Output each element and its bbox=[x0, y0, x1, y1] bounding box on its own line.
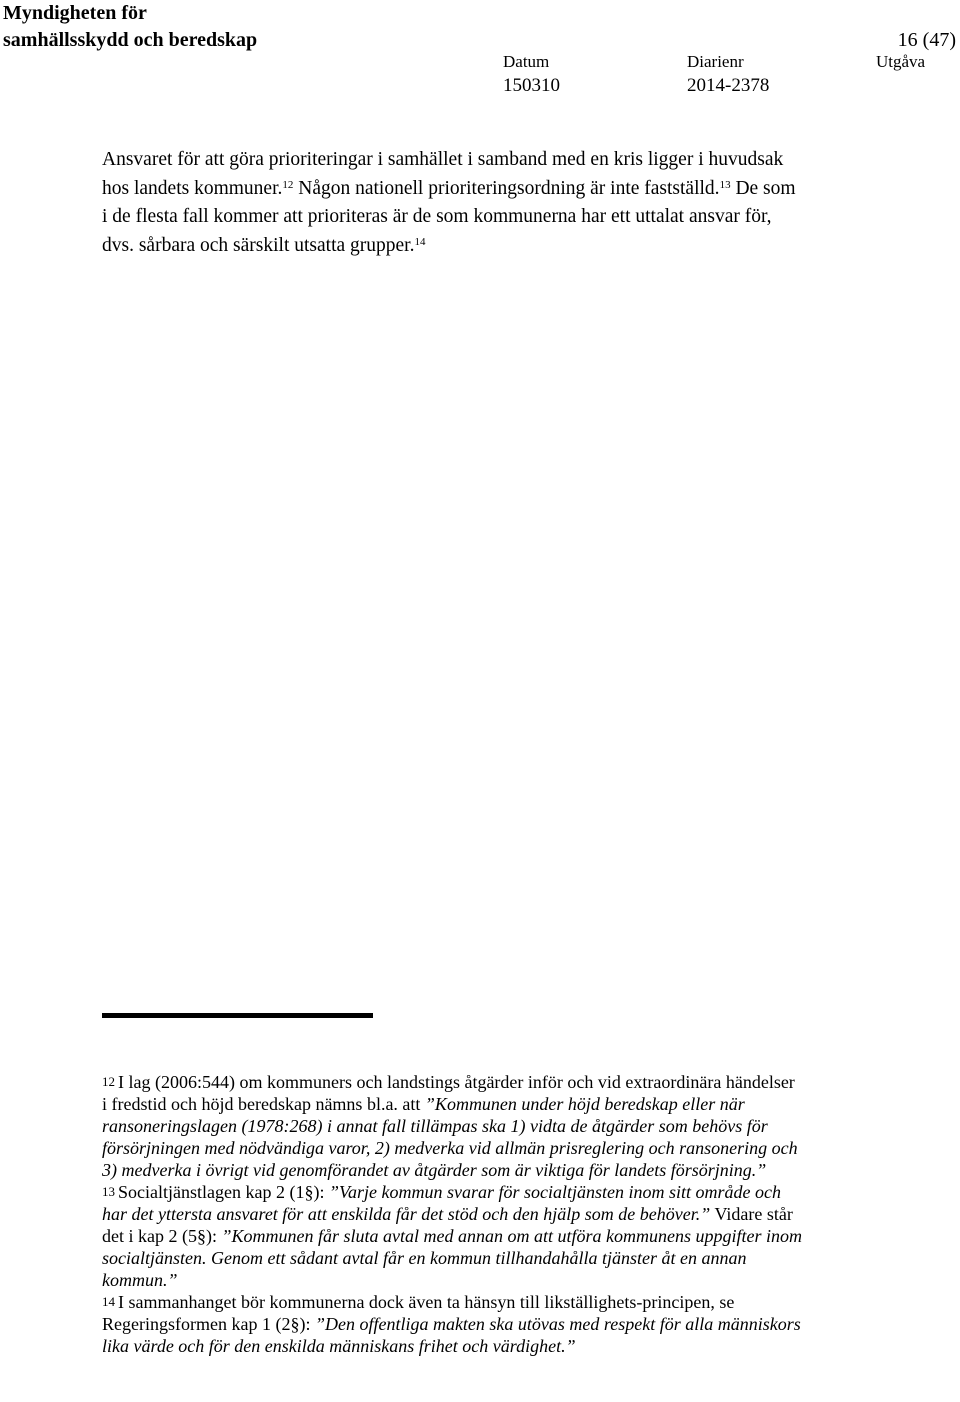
utgava-label: Utgåva bbox=[876, 52, 926, 71]
footnote-ref-14[interactable]: 14 bbox=[414, 235, 426, 248]
footnote-quote: ”Varje kommun svarar för socialtjänsten inom sitt område och har det yttersta ansvaret för att enskilda får det stöd och den hjälp som de behöver.” bbox=[102, 1182, 781, 1224]
footnote-12 bbox=[102, 1071, 802, 1181]
footnote-ref-13[interactable]: 13 bbox=[719, 178, 731, 191]
body-text-2: Någon nationell prioriteringsordning är inte fastställd. bbox=[293, 177, 720, 199]
org-line-1: Myndigheten för bbox=[3, 2, 147, 24]
footnote-number: 14 bbox=[102, 1294, 115, 1309]
footnote-number: 12 bbox=[102, 1074, 115, 1089]
footnote-text: Socialtjänstlagen kap 2 (1§): bbox=[118, 1182, 329, 1202]
body-text-1: Ansvaret för att göra prioriteringar i samhället i samband med en kris ligger i huvudsak hos landets kommuner. bbox=[102, 149, 784, 199]
org-line-2: samhällsskydd och beredskap bbox=[3, 29, 258, 51]
footnote-quote: ”Den offentliga makten ska utövas med respekt för alla människors lika värde och för den enskilda människans frihet och värdighet.” bbox=[102, 1314, 801, 1356]
footnote-quote: ”Kommunen under höjd beredskap eller när ransoneringslagen (1978:268) i annat fall tillämpas ska 1) vidta de åtgärder som behövs för försörjningen med nödvändiga varor, 2) medverka vid allmän prisreglering och ransonering och 3) medverka i övrigt vid genomförandet av åtgärder som är viktiga för landets försörjning.” bbox=[102, 1094, 798, 1180]
footnote-13 bbox=[102, 1181, 802, 1291]
footnote-quote-2: ”Kommunen får sluta avtal med annan om att utföra kommunens uppgifter inom socialtjänsten. Genom ett sådant avtal får en kommun tillhandahålla tjänster åt en annan kommun.” bbox=[102, 1226, 802, 1290]
diarienr-value: 2014-2378 bbox=[687, 75, 770, 96]
body-text-3: De som i de flesta fall kommer att prioriteras är de som kommunerna har ett uttalat ansvar för, dvs. sårbara och särskilt utsatta grupper. bbox=[102, 177, 796, 256]
diarienr-label: Diarienr bbox=[687, 52, 744, 71]
organization-name bbox=[3, 0, 257, 54]
footnotes bbox=[102, 1071, 802, 1357]
page-number: 16 (47) bbox=[897, 29, 956, 51]
footnote-separator bbox=[102, 1013, 373, 1018]
body-paragraph bbox=[102, 146, 802, 260]
footnote-text-2: Vidare står det i kap 2 (5§): bbox=[102, 1204, 793, 1246]
footnote-text: I lag (2006:544) om kommuners och landstings åtgärder inför och vid extraordinära händelser i fredstid och höjd beredskap nämns bl.a. att bbox=[102, 1072, 795, 1114]
footnote-text: I sammanhanget bör kommunerna dock även ta hänsyn till likställighets-principen, se Regeringsformen kap 1 (2§): bbox=[102, 1292, 735, 1334]
footnote-ref-12[interactable]: 12 bbox=[282, 178, 294, 191]
datum-label: Datum bbox=[503, 52, 550, 71]
footnote-14 bbox=[102, 1291, 802, 1357]
footnote-number: 13 bbox=[102, 1184, 115, 1199]
datum-value: 150310 bbox=[503, 75, 560, 96]
